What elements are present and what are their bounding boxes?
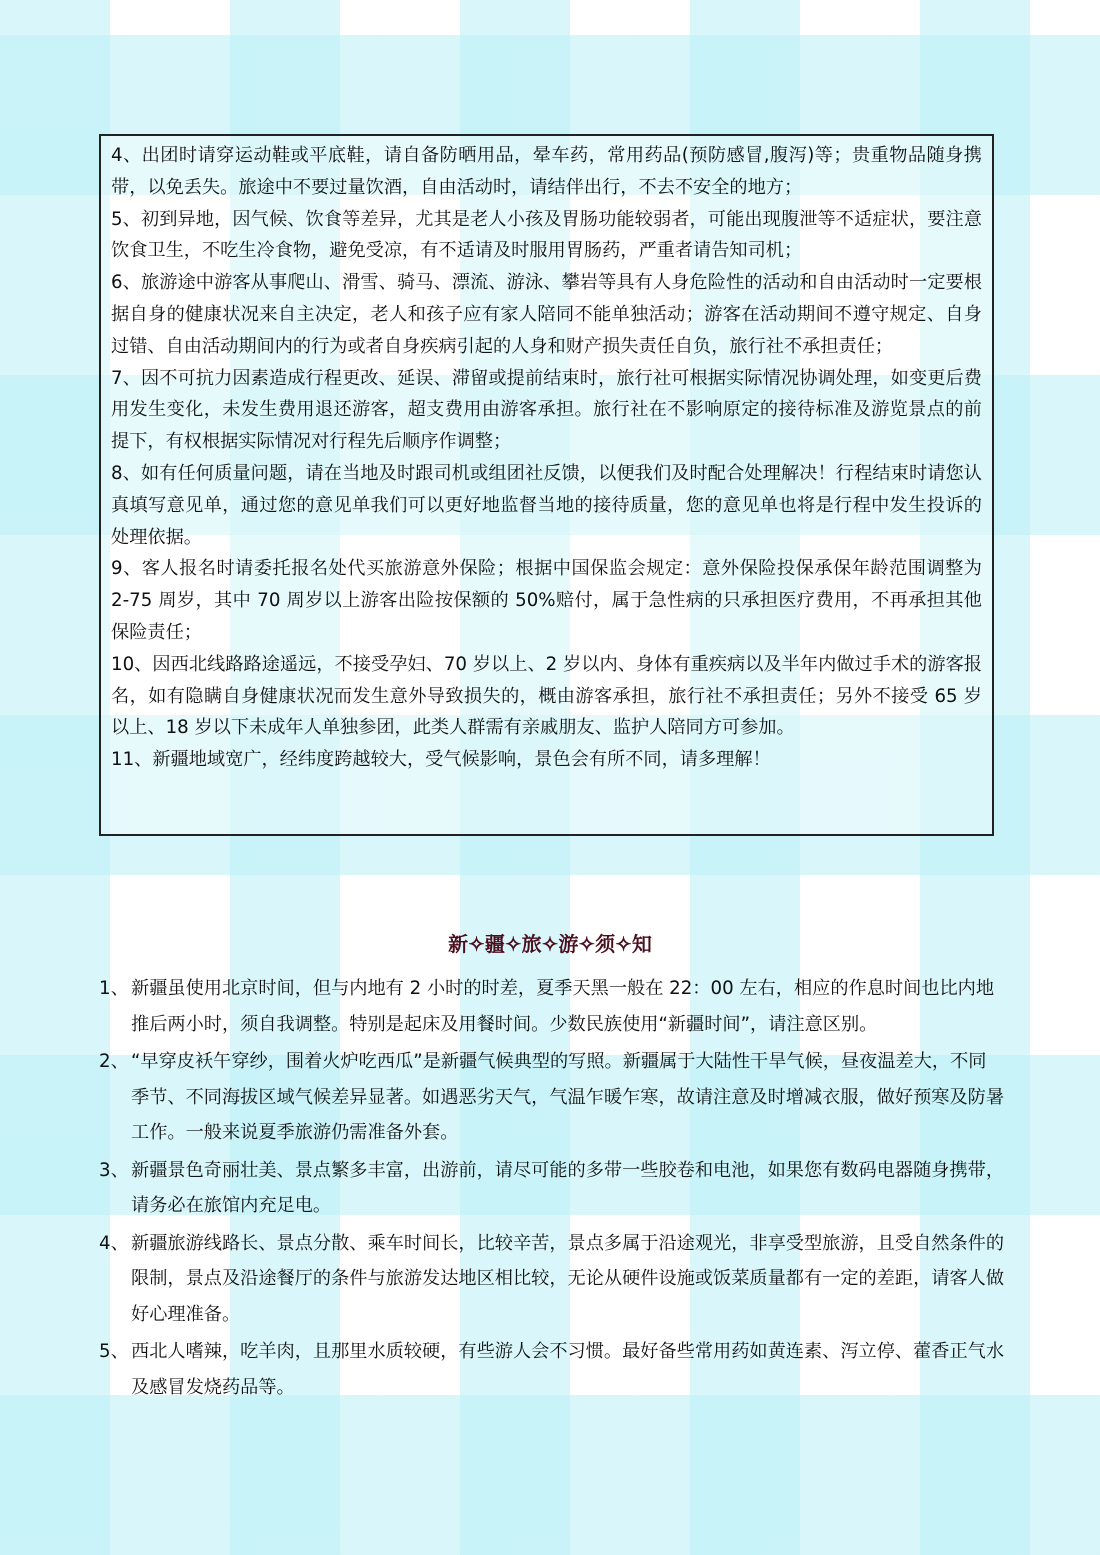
travel-tips-list: [99, 971, 1004, 1407]
section-title: 新✧疆✧旅✧游✧须✧知: [448, 932, 652, 956]
notice-item-11: 11、新疆地域宽广，经纬度跨越较大，受气候影响，景色会有所不同，请多理解！: [111, 749, 771, 771]
notice-item-10: 10、因西北线路路途遥远，不接受孕妇、70 岁以上、2 岁以内、身体有重疾病以及半年内做过手术的游客报名，如有隐瞒自身健康状况而发生意外导致损失的，概由游客承担，旅行社不承担责任；另外不接受 65 岁以上、18 岁以下未成年人单独参团，此类人群需有亲戚朋友、监护人陪同方可参加。: [111, 653, 982, 739]
notice-item-7: 7、因不可抗力因素造成行程更改、延误、滞留或提前结束时，旅行社可根据实际情况协调处理，如变更后费用发生变化，未发生费用退还游客，超支费用由游客承担。旅行社在不影响原定的接待标准及游览景点的前提下，有权根据实际情况对行程先后顺序作调整；: [111, 367, 982, 453]
list-item: [99, 1334, 1004, 1405]
notice-item-6: 6、旅游途中游客从事爬山、滑雪、骑马、漂流、游泳、攀岩等具有人身危险性的活动和自由活动时一定要根据自身的健康状况来自主决定，老人和孩子应有家人陪同不能单独活动；游客在活动期间不遵守规定、自身过错、自由活动期间内的行为或者自身疾病引起的人身和财产损失责任自负，旅行社不承担责任；: [111, 272, 982, 357]
list-item: [99, 1044, 1004, 1151]
notice-box: [99, 134, 994, 836]
list-item-text: 西北人嗜辣，吃羊肉，且那里水质较硬，有些游人会不习惯。最好备些常用药如黄连素、泻立停、藿香正气水及感冒发烧药品等。: [131, 1341, 1005, 1398]
list-item-text: 新疆旅游线路长、景点分散、乘车时间长，比较辛苦，景点多属于沿途观光，非享受型旅游，且受自然条件的限制，景点及沿途餐厅的条件与旅游发达地区相比较，无论从硬件设施或饭菜质量都有一定的差距，请客人做好心理准备。: [131, 1232, 1005, 1325]
notice-item-9: 9、客人报名时请委托报名处代买旅游意外保险；根据中国保监会规定：意外保险投保承保年龄范围调整为 2-75 周岁，其中 70 周岁以上游客出险按保额的 50%赔付，属于急性病的只承担医疗费用，不再承担其他保险责任；: [111, 558, 982, 643]
list-item: [99, 971, 1004, 1042]
list-item-number: 4、: [99, 1232, 129, 1254]
list-item-text: 新疆景色奇丽壮美、景点繁多丰富，出游前，请尽可能的多带一些胶卷和电池，如果您有数码电器随身携带，请务必在旅馆内充足电。: [131, 1159, 1005, 1216]
notice-item-5: 5、初到异地，因气候、饮食等差异，尤其是老人小孩及胃肠功能较弱者，可能出现腹泄等不适症状，要注意饮食卫生，不吃生冷食物，避免受凉，有不适请及时服用胃肠药，严重者请告知司机；: [111, 208, 982, 262]
list-item-number: 5、: [99, 1341, 129, 1362]
list-item: [99, 1226, 1004, 1333]
list-item: [99, 1153, 1004, 1224]
list-item-text: “早穿皮袄午穿纱，围着火炉吃西瓜”是新疆气候典型的写照。新疆属于大陆性干旱气候，昼夜温差大，不同季节、不同海拔区域气候差异显著。如遇恶劣天气，气温乍暖乍寒，故请注意及时增减衣服，做好预寒及防暑工作。一般来说夏季旅游仍需准备外套。: [131, 1051, 1005, 1143]
list-item-number: 1、: [99, 978, 129, 999]
list-item-text: 新疆虽使用北京时间，但与内地有 2 小时的时差，夏季天黑一般在 22：00 左右，相应的作息时间也比内地推后两小时，须自我调整。特别是起床及用餐时间。少数民族使用“新疆时间”，请注意区别。: [131, 978, 995, 1035]
list-item-number: 2、: [99, 1051, 129, 1072]
list-item-number: 3、: [99, 1159, 129, 1181]
notice-item-8: 8、如有任何质量问题，请在当地及时跟司机或组团社反馈，以便我们及时配合处理解决！行程结束时请您认真填写意见单，通过您的意见单我们可以更好地监督当地的接待质量，您的意见单也将是行程中发生投诉的处理依据。: [111, 462, 982, 548]
notice-item-4: 4、出团时请穿运动鞋或平底鞋，请自备防晒用品，晕车药，常用药品(预防感冒,腹泻)等；贵重物品随身携带，以免丢失。旅途中不要过量饮酒，自由活动时，请结伴出行，不去不安全的地方；: [111, 145, 982, 198]
